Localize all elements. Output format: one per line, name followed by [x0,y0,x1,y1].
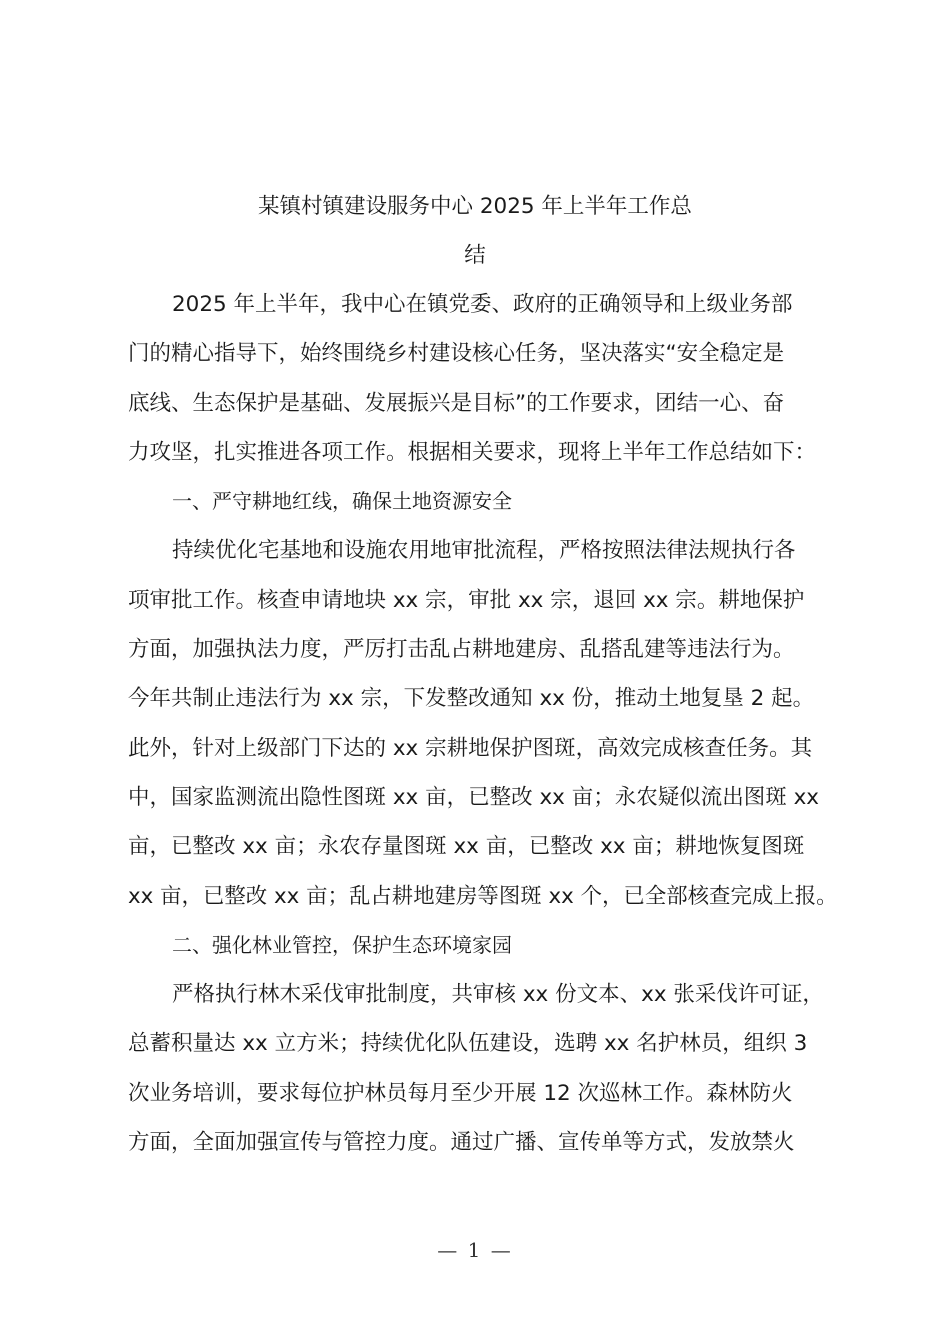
paragraph-intro-line: 力攻坚，扎实推进各项工作。根据相关要求，现将上半年工作总结如下： [128,439,817,465]
document-body [128,280,838,1167]
paragraph-section-2-line: 总蓄积量达 xx 立方米；持续优化队伍建设，选聘 xx 名护林员，组织 3 [128,1031,808,1057]
paragraph-section-1-line: 项审批工作。核查申请地块 xx 宗，审批 xx 宗，退回 xx 宗。耕地保护 [128,587,805,613]
paragraph-section-2-line: 方面，全面加强宣传与管控力度。通过广播、宣传单等方式，发放禁火 [128,1130,795,1156]
paragraph-section-2-line: 次业务培训，要求每位护林员每月至少开展 12 次巡林工作。森林防火 [128,1080,793,1106]
section-heading-1: 一、严守耕地红线，确保土地资源安全 [172,489,512,514]
paragraph-intro-line: 2025 年上半年，我中心在镇党委、政府的正确领导和上级业务部 [172,292,793,317]
paragraph-section-1-line: 此外，针对上级部门下达的 xx 宗耕地保护图斑，高效完成核查任务。其 [128,735,813,761]
paragraph-section-1-line: 持续优化宅基地和设施农用地审批流程，严格按照法律法规执行各 [172,538,796,564]
paragraph-intro-line: 底线、生态保护是基础、发展振兴是目标”的工作要求，团结一心、奋 [128,390,785,416]
paragraph-section-1-line: 亩，已整改 xx 亩；永农存量图斑 xx 亩，已整改 xx 亩；耕地恢复图斑 [128,834,805,860]
title-line-1: 某镇村镇建设服务中心 2025 年上半年工作总 [258,194,692,219]
page-number: — 1 — [437,1238,513,1262]
paragraph-intro-line: 门的精心指导下，始终围绕乡村建设核心任务，坚决落实“安全稳定是 [128,341,785,367]
paragraph-section-1-line: xx 亩，已整改 xx 亩；乱占耕地建房等图斑 xx 个，已全部核查完成上报。 [128,883,838,909]
section-heading-2: 二、强化林业管控，保护生态环境家园 [172,932,512,957]
document-title [100,182,850,281]
paragraph-section-1-line: 方面，加强执法力度，严厉打击乱占耕地建房、乱搭乱建等违法行为。 [128,637,795,663]
title-line-2: 结 [464,243,486,269]
paragraph-section-1-line: 今年共制止违法行为 xx 宗，下发整改通知 xx 份，推动土地复垦 2 起。 [128,686,815,712]
paragraph-section-2-line: 严格执行林木采伐审批制度，共审核 xx 份文本、xx 张采伐许可证， [172,982,824,1008]
paragraph-section-1-line: 中，国家监测流出隐性图斑 xx 亩，已整改 xx 亩；永农疑似流出图斑 xx [128,784,820,810]
